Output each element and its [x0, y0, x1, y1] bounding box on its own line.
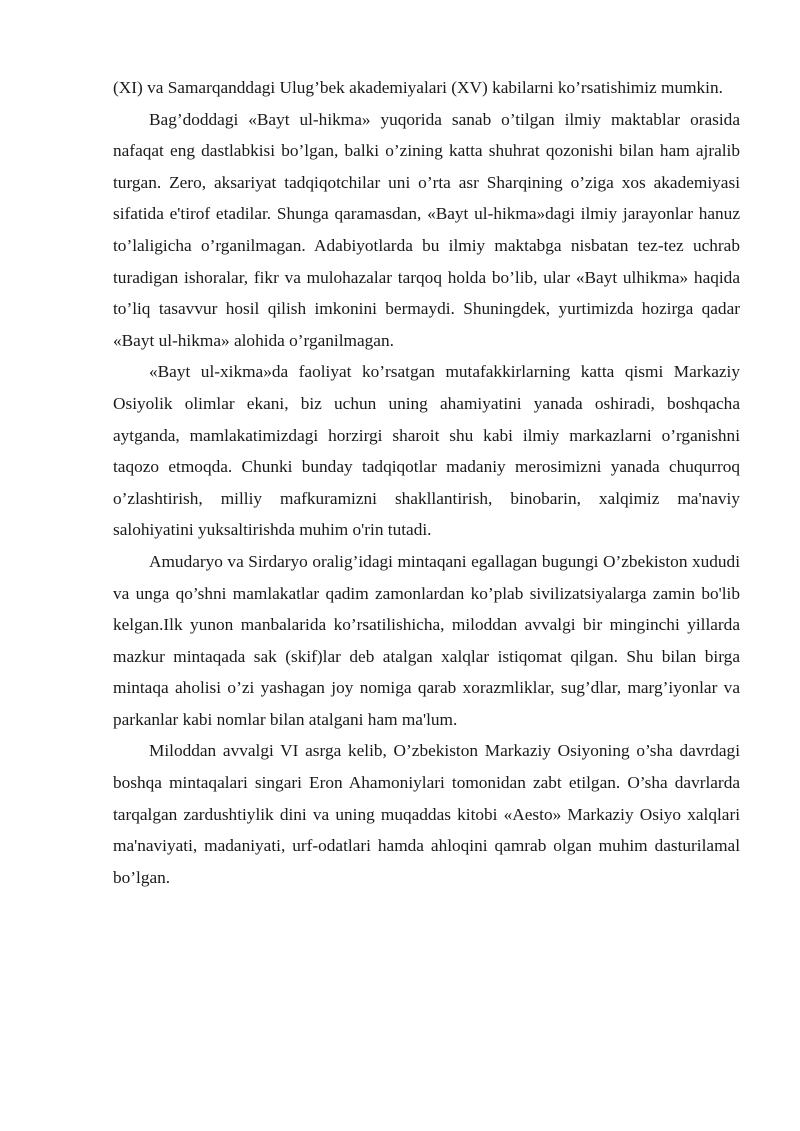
- paragraph-amudaryo-sirdaryo: Amudaryo va Sirdaryo oralig’idagi mintaqani egallagan bugungi O’zbekiston xududi va unga qo’shni mamlakatlar qadim zamonlardan ko’plab sivilizatsiyalarga zamin bo'lib kelgan.Ilk yunon manbalarida ko’rsatilishicha, miloddan avvalgi bir minginchi yillarda mazkur mintaqada sak (skif)lar deb atalgan xalqlar istiqomat qilgan. Shu bilan birga mintaqa aholisi o’zi yashagan joy nomiga qarab xorazmliklar, sug’dlar, marg’iyonlar va parkanlar kabi nomlar bilan atalgani ham ma'lum.: [113, 551, 740, 729]
- paragraph-bayt-ul-hikma: Bag’doddagi «Bayt ul-hikma» yuqorida sanab o’tilgan ilmiy maktablar orasida nafaqat eng dastlabkisi bo’lgan, balki o’zining katta shuhrat qozonishi bilan ham ajralib turgan. Zero, aksariyat tadqiqotchilar uni o’rta asr Sharqining o’ziga xos akademiyasi sifatida e'tirof etadilar. Shunga qaramasdan, «Bayt ul-hikma»dagi ilmiy jarayonlar hanuz to’laligicha o’rganilmagan. Adabiyotlarda bu ilmiy maktabga nisbatan tez-tez uchrab turadigan ishoralar, fikr va mulohazalar tarqoq holda bo’lib, ular «Bayt ulhikma» haqida to’liq tasavvur hosil qilish imkonini bermaydi. Shuningdek, yurtimizda hozirga qadar «Bayt ul-hikma» alohida o’rganilmagan.: [113, 109, 740, 350]
- paragraph-continuation: (XI) va Samarqanddagi Ulug’bek akademiyalari (XV) kabilarni ko’rsatishimiz mumkin.: [113, 78, 723, 97]
- paragraph-achaemenids: Miloddan avvalgi VI asrga kelib, O’zbekiston Markaziy Osiyoning o’sha davrdagi boshqa mintaqalari singari Eron Ahamoniylari tomonidan zabt etilgan. O’sha davrlarda tarqalgan zardushtiylik dini va uning muqaddas kitobi «Aesto» Markaziy Osiyo xalqlari ma'naviyati, madaniyati, urf-odatlari hamda ahloqini qamrab olgan muhim dasturilamal bo’lgan.: [113, 741, 740, 887]
- paragraph-central-asian-scholars: «Bayt ul-xikma»da faoliyat ko’rsatgan mutafakkirlarning katta qismi Markaziy Osiyolik olimlar ekani, biz uchun uning ahamiyatini yanada oshiradi, boshqacha aytganda, mamlakatimizdagi horzirgi sharoit shu kabi ilmiy markazlarni o’rganishni taqozo etmoqda. Chunki bunday tadqiqotlar madaniy merosimizni yanada chuqurroq o’zlashtirish, milliy mafkuramizni shakllantirish, binobarin, xalqimiz ma'naviy salohiyatini yuksaltirishda muhim o'rin tutadi.: [113, 362, 740, 540]
- document-page: [113, 72, 740, 893]
